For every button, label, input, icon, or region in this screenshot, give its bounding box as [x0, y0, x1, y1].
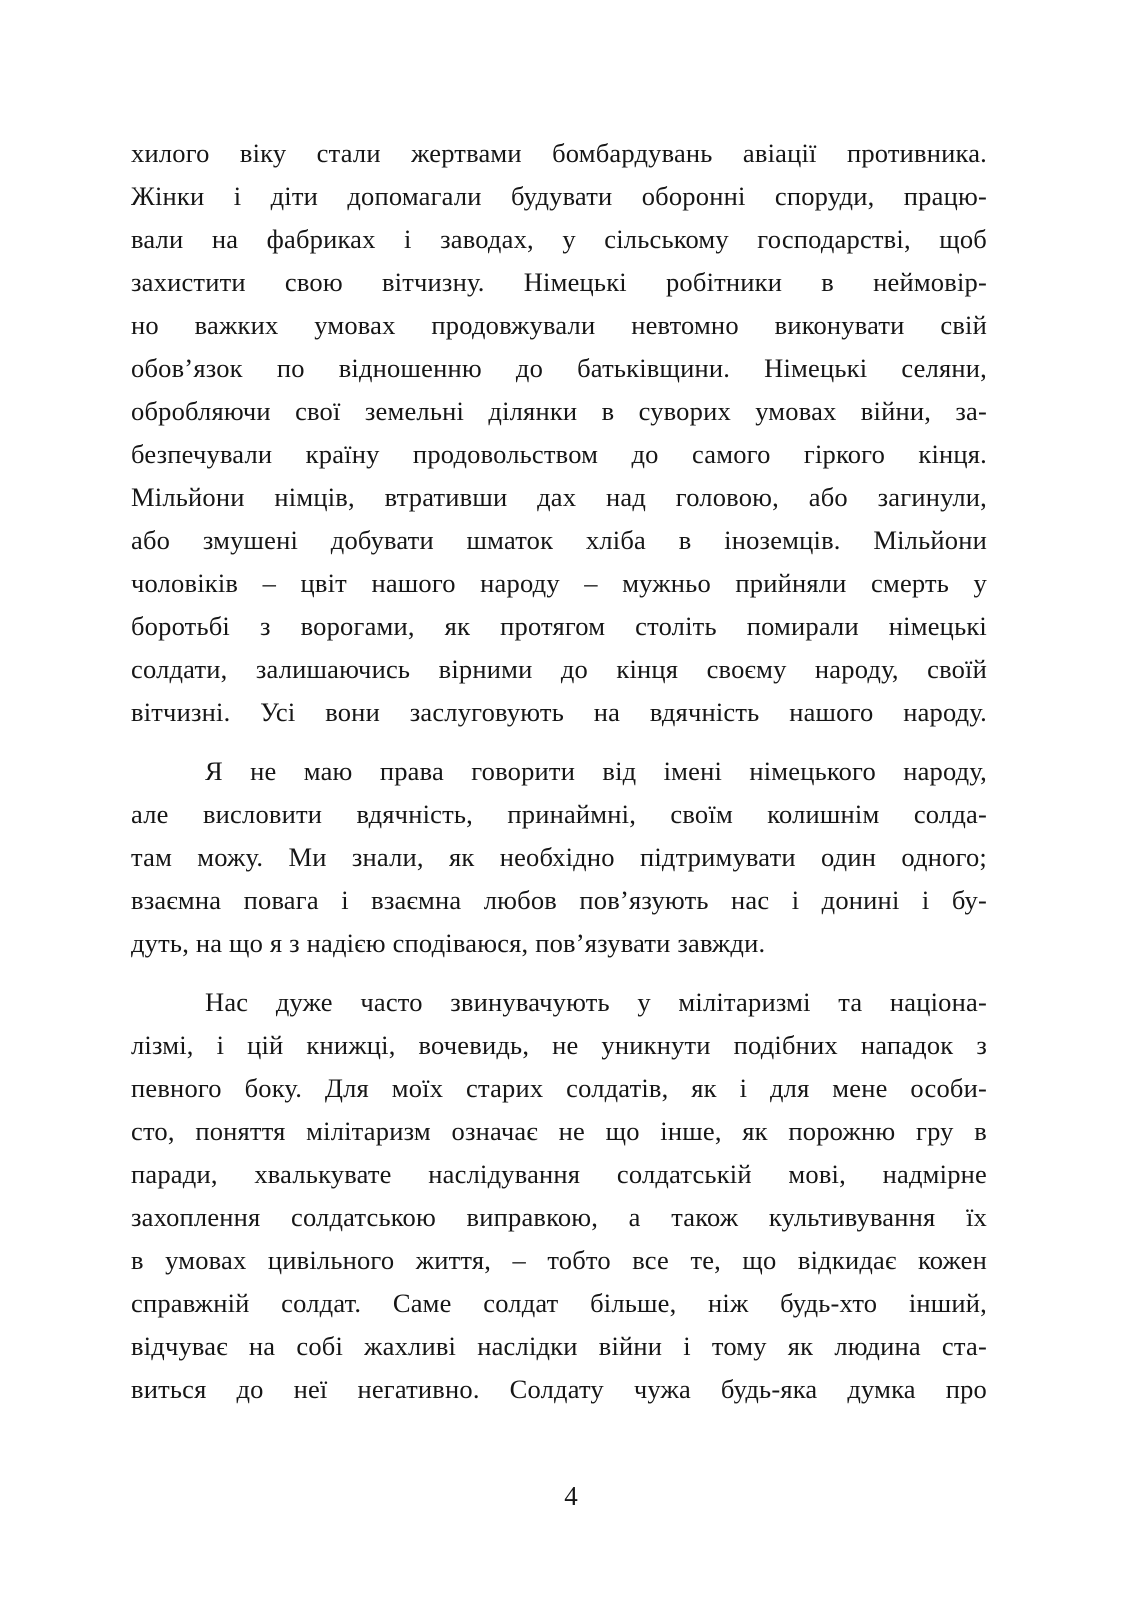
text-line: вали на фабриках і заводах, у сільському господарстві, щоб — [131, 224, 987, 254]
text-line: Нас дуже часто звинувачують у мілітаризмі та націона- — [205, 987, 987, 1017]
page-number: 4 — [564, 1481, 578, 1511]
text-line: но важких умовах продовжували невтомно виконувати свій — [131, 310, 987, 340]
text-block — [131, 132, 987, 1427]
text-line: або змушені добувати шматок хліба в іноземців. Мільйони — [131, 525, 987, 555]
text-line: сто, поняття мілітаризм означає не що інше, як порожню гру в — [131, 1116, 987, 1146]
paragraph — [131, 132, 987, 734]
text-line: боротьбі з ворогами, як протягом століть помирали німецькі — [131, 611, 987, 641]
text-line: виться до неї негативно. Солдату чужа будь-яка думка про — [131, 1374, 987, 1404]
text-line: Мільйони німців, втративши дах над головою, або загинули, — [131, 482, 987, 512]
text-line: дуть, на що я з надією сподіваюся, пов’язувати завжди. — [131, 928, 766, 958]
text-line: вітчизні. Усі вони заслуговують на вдячність нашого народу. — [131, 697, 987, 727]
text-line: взаємна повага і взаємна любов пов’язують нас і донині і бу- — [131, 885, 987, 915]
text-line: але висловити вдячність, принаймні, своїм колишнім солда- — [131, 799, 987, 829]
text-line: Жінки і діти допомагали будувати оборонні споруди, працю- — [131, 181, 987, 211]
text-line: паради, хвалькувате наслідування солдатській мові, надмірне — [131, 1159, 987, 1189]
text-line: захоплення солдатською виправкою, а також культивування їх — [131, 1202, 987, 1232]
text-line: певного боку. Для моїх старих солдатів, як і для мене особи- — [131, 1073, 987, 1103]
text-line: безпечували країну продовольством до самого гіркого кінця. — [131, 439, 987, 469]
paragraph — [131, 750, 987, 965]
text-line: лізмі, і цій книжці, вочевидь, не уникнути подібних нападок з — [131, 1030, 987, 1060]
text-line: обробляючи свої земельні ділянки в суворих умовах війни, за- — [131, 396, 987, 426]
text-line: відчуває на собі жахливі наслідки війни і тому як людина ста- — [131, 1331, 987, 1361]
text-line: захистити свою вітчизну. Німецькі робітники в неймовір- — [131, 267, 987, 297]
text-line: там можу. Ми знали, як необхідно підтримувати один одного; — [131, 842, 987, 872]
paragraph — [131, 981, 987, 1411]
text-line: Я не маю права говорити від імені німецького народу, — [205, 756, 987, 786]
text-line: солдати, залишаючись вірними до кінця своєму народу, своїй — [131, 654, 987, 684]
text-line: хилого віку стали жертвами бомбардувань авіації противника. — [131, 138, 987, 168]
text-line: обов’язок по відношенню до батьківщини. Німецькі селяни, — [131, 353, 987, 383]
text-line: справжній солдат. Саме солдат більше, ніж будь-хто інший, — [131, 1288, 987, 1318]
text-line: в умовах цивільного життя, – тобто все те, що відкидає кожен — [131, 1245, 987, 1275]
text-line: чоловіків – цвіт нашого народу – мужньо прийняли смерть у — [131, 568, 987, 598]
